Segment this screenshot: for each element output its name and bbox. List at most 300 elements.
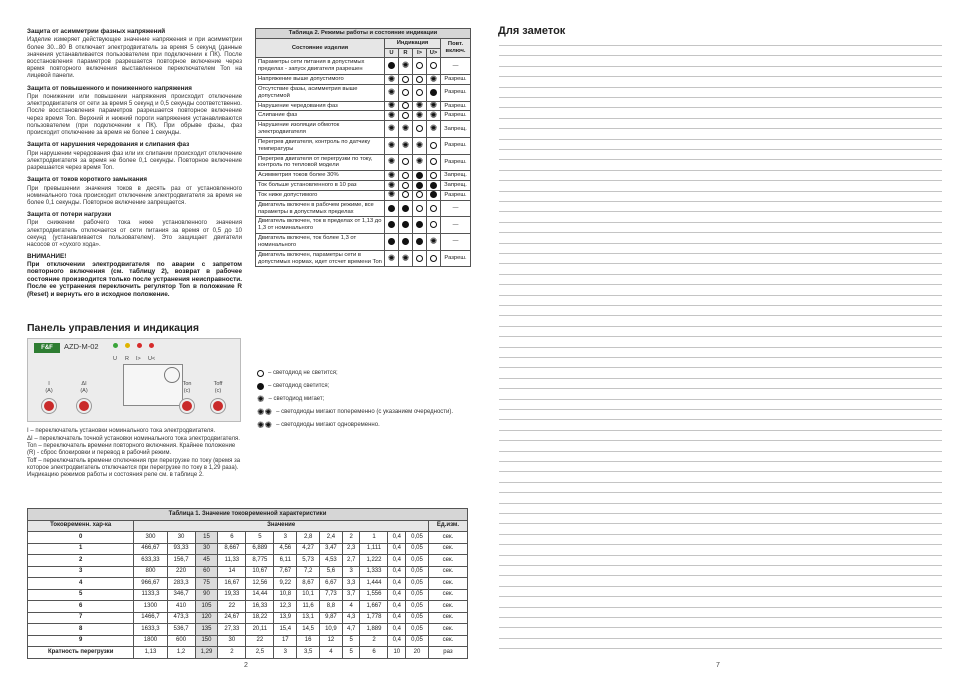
indicator-cell bbox=[413, 250, 427, 267]
legend-item bbox=[257, 396, 469, 403]
state-cell: Двигатель включен, параметры сети в допустимых нормах, идет отсчет времени Ton bbox=[256, 250, 385, 267]
table-1 bbox=[27, 508, 468, 659]
note-line bbox=[499, 482, 942, 483]
note-line bbox=[499, 430, 942, 431]
led-sync-blink-icon: ✺✺ bbox=[257, 420, 273, 431]
value-cell: 0,05 bbox=[406, 612, 429, 624]
repeat-cell: Разреш. bbox=[441, 250, 471, 267]
value-cell: 1,333 bbox=[360, 566, 388, 578]
value-cell: 75 bbox=[195, 578, 218, 590]
repeat-cell: Запрещ. bbox=[441, 181, 471, 191]
value-cell: 7,2 bbox=[297, 566, 320, 578]
value-cell: 5 bbox=[246, 532, 274, 544]
repeat-cell: Разреш. bbox=[441, 154, 471, 171]
led-label: R bbox=[125, 356, 129, 362]
table-row bbox=[256, 154, 471, 171]
led-off-icon bbox=[430, 221, 437, 228]
knob-unit: (A) bbox=[45, 388, 53, 394]
note-line bbox=[499, 180, 942, 181]
value-cell: 0,4 bbox=[388, 635, 406, 647]
note-line bbox=[499, 315, 942, 316]
protection-text-column bbox=[27, 28, 242, 304]
note-line bbox=[499, 170, 942, 171]
note-line bbox=[499, 638, 942, 639]
value-cell: 10,1 bbox=[297, 589, 320, 601]
note-line bbox=[499, 232, 942, 233]
note-line bbox=[499, 149, 942, 150]
led-off-icon bbox=[402, 112, 409, 119]
repeat-cell: Разреш. bbox=[441, 84, 471, 101]
value-cell: 1633,3 bbox=[134, 624, 167, 636]
led-off-icon bbox=[402, 191, 409, 198]
value-cell: 1,13 bbox=[134, 647, 167, 659]
led-label: I> bbox=[136, 356, 141, 362]
table-row bbox=[256, 75, 471, 85]
unit-cell: сек. bbox=[428, 589, 467, 601]
led-blink-icon: ✺ bbox=[415, 100, 424, 111]
note-line bbox=[499, 76, 942, 77]
led-blink-icon: ✺ bbox=[257, 394, 265, 405]
led-blink-icon: ✺ bbox=[401, 139, 410, 150]
value-cell: 7,73 bbox=[320, 589, 343, 601]
value-cell: 1,667 bbox=[360, 601, 388, 613]
indicator-cell bbox=[385, 217, 399, 234]
note-line: Ton – переключатель времени повторного включения. Крайнее положение (R) - сброс блокировки и перевод в рабочий режим. bbox=[27, 443, 236, 457]
note-line bbox=[499, 201, 942, 202]
value-cell: 0,05 bbox=[406, 624, 429, 636]
value-cell: 4,7 bbox=[342, 624, 360, 636]
section-body: При нарушении чередования фаз или их слипании происходит отключение электродвигателя за время не более 0,1 секунды. Повторное включение разрешается через время Ton. bbox=[27, 149, 242, 171]
brand-logo: F&F bbox=[34, 343, 60, 353]
note-line bbox=[499, 284, 942, 285]
led-off-icon bbox=[402, 182, 409, 189]
legend-item bbox=[257, 383, 469, 390]
value-cell: 8,67 bbox=[297, 578, 320, 590]
table-caption: Таблица 1. Значение токовременной характеристики bbox=[28, 509, 468, 521]
value-cell: 2,8 bbox=[297, 532, 320, 544]
value-cell: 10 bbox=[388, 647, 406, 659]
value-cell: 346,7 bbox=[167, 589, 195, 601]
value-cell: 10,67 bbox=[246, 566, 274, 578]
value-cell: 150 bbox=[195, 635, 218, 647]
knob-label-i: I bbox=[48, 381, 50, 387]
table-1-body bbox=[28, 532, 468, 659]
note-line bbox=[499, 565, 942, 566]
knob-label-toff: Toff bbox=[213, 381, 223, 387]
table-row bbox=[256, 58, 471, 75]
indicator-cell bbox=[427, 200, 441, 217]
indicator-cell bbox=[385, 190, 399, 200]
led-off-icon bbox=[416, 205, 423, 212]
indicator-cell bbox=[385, 154, 399, 171]
led-off-icon bbox=[430, 62, 437, 69]
value-cell: 0,4 bbox=[388, 543, 406, 555]
note-line bbox=[499, 471, 942, 472]
value-cell: 5,73 bbox=[297, 555, 320, 567]
led-off-icon bbox=[430, 172, 437, 179]
value-cell: 4,53 bbox=[320, 555, 343, 567]
notes-page-title: Для заметок bbox=[498, 25, 566, 37]
note-line bbox=[499, 419, 942, 420]
value-cell: 10,8 bbox=[274, 589, 297, 601]
value-cell: 9,22 bbox=[274, 578, 297, 590]
row-label: 7 bbox=[28, 612, 134, 624]
value-cell: 300 bbox=[134, 532, 167, 544]
table-row bbox=[256, 181, 471, 191]
table-row bbox=[28, 624, 468, 636]
table-2-body bbox=[256, 58, 471, 267]
state-cell: Двигатель включен в рабочем режиме, все параметры в допустимых пределах bbox=[256, 200, 385, 217]
table-row bbox=[28, 532, 468, 544]
state-cell: Нарушение чередования фаз bbox=[256, 101, 385, 111]
value-cell: 600 bbox=[167, 635, 195, 647]
table-caption: Таблица 2. Режимы работы и состояние индикации bbox=[256, 29, 471, 39]
note-line bbox=[499, 503, 942, 504]
value-cell: 8,8 bbox=[320, 601, 343, 613]
value-cell: 27,33 bbox=[218, 624, 246, 636]
section-short-circuit bbox=[27, 176, 242, 206]
value-cell: 0,05 bbox=[406, 555, 429, 567]
note-line bbox=[499, 586, 942, 587]
section-body: Изделие измеряет действующее значение напряжения и при асимметрии более 30...80 В отключает электродвигатель за время 5 секунд (данные значения устанавливается пользователем при подключении к ПК). После восстановления параметров разрешается повторное включение через время повторного включения выставленное переключателем Ton на лицевой панели. bbox=[27, 36, 242, 80]
value-cell: 800 bbox=[134, 566, 167, 578]
led-label: U bbox=[113, 356, 117, 362]
value-cell: 1466,7 bbox=[134, 612, 167, 624]
row-label: 8 bbox=[28, 624, 134, 636]
table-row bbox=[256, 137, 471, 154]
value-cell: 1133,3 bbox=[134, 589, 167, 601]
unit-cell: раз bbox=[428, 647, 467, 659]
header-state: Состояние изделия bbox=[256, 38, 385, 58]
led-label: U< bbox=[148, 356, 156, 362]
indicator-cell bbox=[399, 171, 413, 181]
note-line bbox=[499, 305, 942, 306]
value-cell: 18,22 bbox=[246, 612, 274, 624]
value-cell: 13,1 bbox=[297, 612, 320, 624]
table-row bbox=[28, 635, 468, 647]
note-line bbox=[499, 409, 942, 410]
value-cell: 156,7 bbox=[167, 555, 195, 567]
table-row bbox=[256, 250, 471, 267]
indicator-cell bbox=[427, 84, 441, 101]
header-ind-col: U> bbox=[427, 48, 441, 58]
state-cell: Двигатель включен, ток более 1,3 от номинального bbox=[256, 234, 385, 251]
note-line bbox=[499, 461, 942, 462]
note-line bbox=[499, 544, 942, 545]
repeat-cell: Разреш. bbox=[441, 190, 471, 200]
section-heading: Защита от повышенного и пониженного напряжения bbox=[27, 84, 192, 92]
led-off-icon bbox=[416, 255, 423, 262]
unit-cell: сек. bbox=[428, 555, 467, 567]
indicator-cell bbox=[385, 200, 399, 217]
indicator-cell bbox=[399, 181, 413, 191]
table-row bbox=[28, 647, 468, 659]
table-row bbox=[28, 589, 468, 601]
value-cell: 17 bbox=[274, 635, 297, 647]
value-cell: 90 bbox=[195, 589, 218, 601]
repeat-cell: Запрещ. bbox=[441, 171, 471, 181]
value-cell: 2,3 bbox=[342, 543, 360, 555]
value-cell: 20 bbox=[406, 647, 429, 659]
value-cell: 0,4 bbox=[388, 589, 406, 601]
device-model: AZD-M-02 bbox=[64, 342, 99, 351]
led-off-icon bbox=[430, 205, 437, 212]
led-on-icon bbox=[416, 238, 423, 245]
value-cell: 16 bbox=[297, 635, 320, 647]
led-off-icon bbox=[416, 191, 423, 198]
note-line bbox=[499, 399, 942, 400]
indicator-cell bbox=[399, 111, 413, 121]
value-cell: 22 bbox=[218, 601, 246, 613]
value-cell: 3,5 bbox=[297, 647, 320, 659]
note-line: ΔI – переключатель точной установки номинального тока электродвигателя. bbox=[27, 435, 240, 442]
led-on-icon bbox=[416, 221, 423, 228]
value-cell: 2,5 bbox=[246, 647, 274, 659]
led-off-icon bbox=[257, 370, 264, 377]
legend-text: – светодиод светится; bbox=[268, 383, 330, 390]
led-blink-icon: ✺ bbox=[401, 252, 410, 263]
value-cell: 536,7 bbox=[167, 624, 195, 636]
indicator-cell bbox=[427, 111, 441, 121]
row-label: 0 bbox=[28, 532, 134, 544]
value-cell: 8,775 bbox=[246, 555, 274, 567]
state-cell: Напряжение выше допустимого bbox=[256, 75, 385, 85]
current-knob-icon bbox=[42, 399, 56, 413]
value-cell: 1300 bbox=[134, 601, 167, 613]
value-cell: 30 bbox=[218, 635, 246, 647]
value-cell: 633,33 bbox=[134, 555, 167, 567]
value-cell: 0,05 bbox=[406, 532, 429, 544]
indicator-cell bbox=[399, 217, 413, 234]
value-cell: 12 bbox=[320, 635, 343, 647]
value-cell: 0,4 bbox=[388, 555, 406, 567]
indicator-cell bbox=[427, 181, 441, 191]
value-cell: 19,33 bbox=[218, 589, 246, 601]
value-cell: 24,67 bbox=[218, 612, 246, 624]
repeat-cell: Разреш. bbox=[441, 101, 471, 111]
knob-unit: (c) bbox=[214, 388, 222, 394]
note-line: I – переключатель установки номинального тока электродвигателя. bbox=[27, 428, 216, 434]
value-cell: 0,4 bbox=[388, 532, 406, 544]
indicator-cell bbox=[413, 234, 427, 251]
motor-diagram-icon bbox=[123, 364, 183, 406]
row-label: Кратность перегрузки bbox=[28, 647, 134, 659]
state-cell: Отсутствие фазы, асимметрия выше допустимой bbox=[256, 84, 385, 101]
note-line bbox=[499, 263, 942, 264]
section-body: При снижении рабочего тока ниже установленного значения электродвигатель отключается от сети питания за время от 0,5 до 10 секунд (устанавливается пользователем). Это защищает двигатели насосов от «сухого хода». bbox=[27, 219, 242, 249]
led-alternate-blink-icon: ✺✺ bbox=[257, 407, 273, 418]
repeat-cell: Запрещ. bbox=[441, 121, 471, 138]
table-row bbox=[256, 101, 471, 111]
note-line bbox=[499, 253, 942, 254]
header-value: Значение bbox=[134, 520, 429, 532]
led-blink-icon: ✺ bbox=[387, 156, 396, 167]
indicator-cell bbox=[399, 200, 413, 217]
knob-unit: (A) bbox=[80, 388, 88, 394]
led-on-icon bbox=[402, 221, 409, 228]
value-cell: 13,9 bbox=[274, 612, 297, 624]
section-load-loss bbox=[27, 211, 242, 248]
note-line bbox=[499, 555, 942, 556]
legend-item bbox=[257, 370, 469, 377]
led-on-icon bbox=[257, 383, 264, 390]
value-cell: 14 bbox=[218, 566, 246, 578]
note-line bbox=[499, 336, 942, 337]
value-cell: 135 bbox=[195, 624, 218, 636]
led-off-icon bbox=[402, 172, 409, 179]
led-blink-icon: ✺ bbox=[387, 123, 396, 134]
indicator-cell bbox=[385, 58, 399, 75]
led-blink-icon: ✺ bbox=[429, 109, 438, 120]
indicator-cell bbox=[399, 137, 413, 154]
value-cell: 22 bbox=[246, 635, 274, 647]
toff-knob-icon bbox=[211, 399, 225, 413]
value-cell: 4,27 bbox=[297, 543, 320, 555]
repeat-cell: — bbox=[441, 217, 471, 234]
value-cell: 3,7 bbox=[342, 589, 360, 601]
value-cell: 0,4 bbox=[388, 566, 406, 578]
unit-cell: сек. bbox=[428, 624, 467, 636]
led-blink-icon: ✺ bbox=[429, 100, 438, 111]
value-cell: 5,6 bbox=[320, 566, 343, 578]
note-line bbox=[499, 347, 942, 348]
value-cell: 16,67 bbox=[218, 578, 246, 590]
note-line bbox=[499, 159, 942, 160]
warning-body: При отключении электродвигателя по аварии с запретом повторного включения (см. таблицу 2), возврат в рабочее состояние производится только после устранения неисправности. После ее устранения переключить регулятор Ton в положение R (Reset) и вернуть его в исходное положение. bbox=[27, 260, 242, 298]
indicator-cell bbox=[413, 111, 427, 121]
state-cell: Перегрев двигателя, контроль по датчику температуры bbox=[256, 137, 385, 154]
note-line bbox=[499, 440, 942, 441]
note-line bbox=[499, 596, 942, 597]
indicator-cell bbox=[399, 234, 413, 251]
note-line bbox=[499, 607, 942, 608]
led-r-icon bbox=[125, 343, 130, 348]
value-cell: 12,3 bbox=[274, 601, 297, 613]
note-line bbox=[499, 45, 942, 46]
section-heading: Защита от асимметрии фазных напряжений bbox=[27, 28, 166, 35]
table-row bbox=[256, 171, 471, 181]
page-number-left: 2 bbox=[244, 662, 248, 669]
value-cell: 14,5 bbox=[297, 624, 320, 636]
indicator-cell bbox=[413, 121, 427, 138]
indicator-cell bbox=[413, 75, 427, 85]
row-label: 9 bbox=[28, 635, 134, 647]
value-cell: 1,778 bbox=[360, 612, 388, 624]
note-line bbox=[499, 211, 942, 212]
value-cell: 10,9 bbox=[320, 624, 343, 636]
indicator-cell bbox=[399, 154, 413, 171]
table-row bbox=[256, 121, 471, 138]
note-line bbox=[499, 295, 942, 296]
value-cell: 2 bbox=[360, 635, 388, 647]
header-indication: Индикация bbox=[385, 38, 441, 48]
indicator-cell bbox=[427, 58, 441, 75]
indicator-cell bbox=[385, 137, 399, 154]
section-heading: Защита от нарушения чередования и слипания фаз bbox=[27, 141, 190, 149]
indicator-cell bbox=[413, 154, 427, 171]
value-cell: 3,3 bbox=[342, 578, 360, 590]
led-blink-icon: ✺ bbox=[387, 252, 396, 263]
indicator-cell bbox=[385, 234, 399, 251]
led-blink-icon: ✺ bbox=[401, 60, 410, 71]
legend-item bbox=[257, 422, 469, 429]
led-on-icon bbox=[402, 238, 409, 245]
table-row bbox=[256, 111, 471, 121]
value-cell: 0,05 bbox=[406, 589, 429, 601]
led-off-icon bbox=[402, 89, 409, 96]
value-cell: 1,2 bbox=[167, 647, 195, 659]
value-cell: 8,667 bbox=[218, 543, 246, 555]
led-off-icon bbox=[430, 158, 437, 165]
value-cell: 0,4 bbox=[388, 601, 406, 613]
table-row bbox=[256, 200, 471, 217]
table-row bbox=[28, 578, 468, 590]
led-blink-icon: ✺ bbox=[387, 139, 396, 150]
table-row bbox=[28, 612, 468, 624]
indicator-cell bbox=[385, 121, 399, 138]
note-line bbox=[499, 139, 942, 140]
knob-unit: (c) bbox=[183, 388, 191, 394]
state-cell: Ток ниже допустимого bbox=[256, 190, 385, 200]
value-cell: 93,33 bbox=[167, 543, 195, 555]
section-phase-order bbox=[27, 141, 242, 171]
value-cell: 14,44 bbox=[246, 589, 274, 601]
note-line bbox=[499, 274, 942, 275]
led-off-icon bbox=[402, 102, 409, 109]
value-cell: 20,11 bbox=[246, 624, 274, 636]
state-cell: Параметры сети питания в допустимых пределах - запуск двигателя разрешен bbox=[256, 58, 385, 75]
note-line bbox=[499, 55, 942, 56]
header-ind-col: R bbox=[399, 48, 413, 58]
value-cell: 4 bbox=[320, 647, 343, 659]
led-blink-icon: ✺ bbox=[387, 169, 396, 180]
note-line bbox=[499, 97, 942, 98]
indicator-cell bbox=[427, 234, 441, 251]
unit-cell: сек. bbox=[428, 578, 467, 590]
indicator-cell bbox=[427, 75, 441, 85]
led-on-icon bbox=[430, 89, 437, 96]
row-label: 1 bbox=[28, 543, 134, 555]
led-blink-icon: ✺ bbox=[387, 179, 396, 190]
led-off-icon bbox=[402, 76, 409, 83]
value-cell: 0,4 bbox=[388, 612, 406, 624]
led-on-icon bbox=[388, 205, 395, 212]
note-line bbox=[499, 222, 942, 223]
indicator-cell bbox=[427, 137, 441, 154]
warning-heading: ВНИМАНИЕ! bbox=[27, 253, 67, 261]
value-cell: 105 bbox=[195, 601, 218, 613]
panel-notes bbox=[27, 428, 245, 480]
header-repeat: Повт. включ. bbox=[441, 38, 471, 58]
indicator-cell bbox=[413, 200, 427, 217]
value-cell: 6,11 bbox=[274, 555, 297, 567]
note-line bbox=[499, 357, 942, 358]
value-cell: 120 bbox=[195, 612, 218, 624]
value-cell: 30 bbox=[195, 543, 218, 555]
led-blink-icon: ✺ bbox=[415, 156, 424, 167]
indicator-cell bbox=[399, 75, 413, 85]
note-line bbox=[499, 648, 942, 649]
indicator-cell bbox=[427, 121, 441, 138]
repeat-cell: — bbox=[441, 234, 471, 251]
note-line bbox=[499, 87, 942, 88]
value-cell: 5 bbox=[342, 635, 360, 647]
value-cell: 1,556 bbox=[360, 589, 388, 601]
repeat-cell: — bbox=[441, 58, 471, 75]
led-on-icon bbox=[416, 172, 423, 179]
value-cell: 7,67 bbox=[274, 566, 297, 578]
note-line bbox=[499, 575, 942, 576]
